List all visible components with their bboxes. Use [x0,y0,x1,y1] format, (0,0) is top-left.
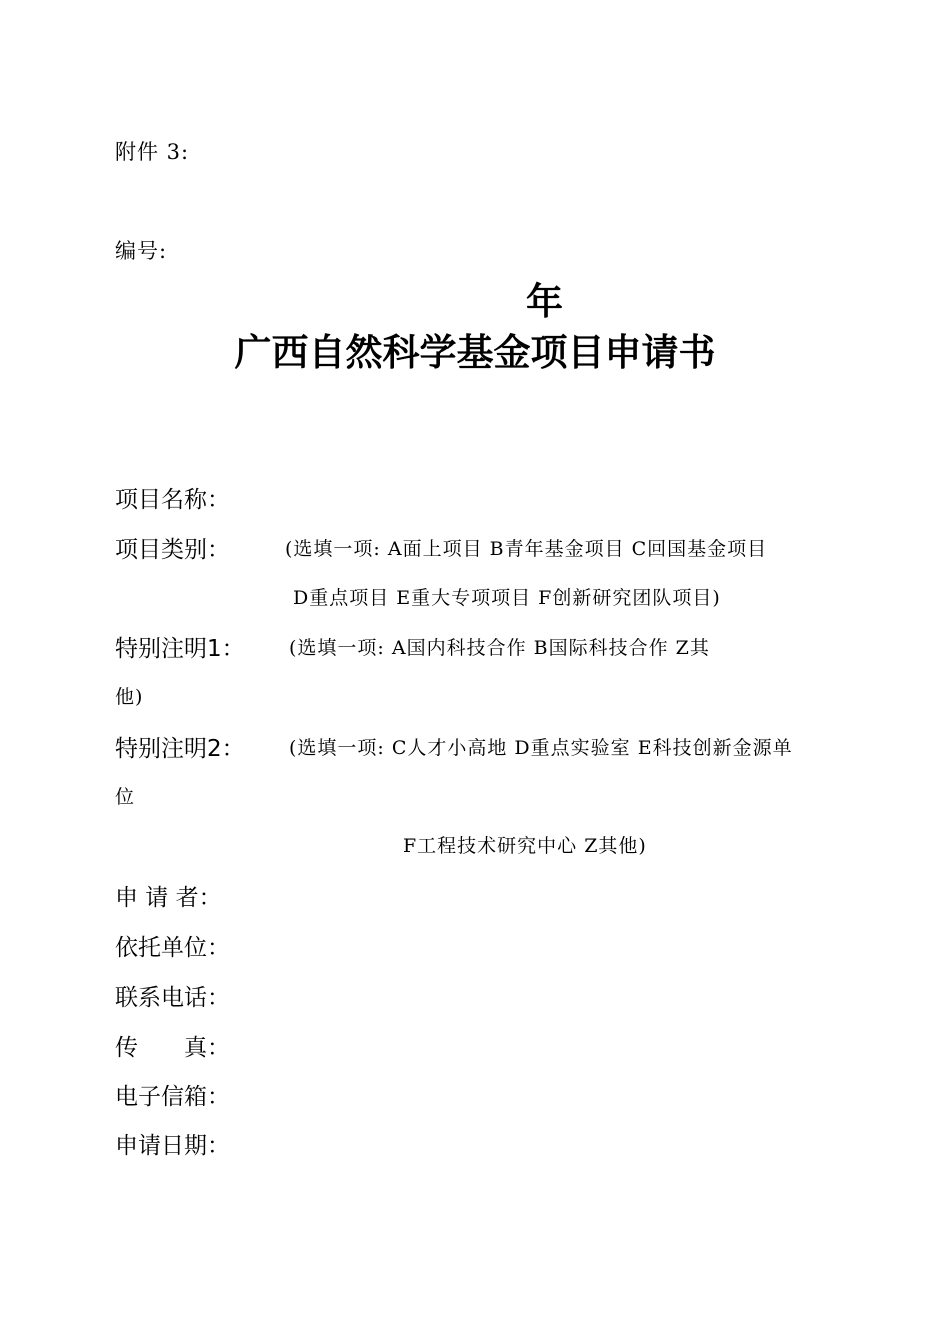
category-options-line1: (选填一项: A面上项目 B青年基金项目 C回国基金项目 [285,538,768,560]
special-note-2-label: 特别注明2： [115,736,245,762]
special-note-1-label: 特别注明1： [115,636,245,662]
application-date-label: 申请日期： [115,1133,230,1159]
project-category-label: 项目类别： [115,537,230,563]
document-title: 广西自然科学基金项目申请书 [234,331,716,374]
attachment-label: 附件 3: [115,140,190,164]
email-label: 电子信箱： [115,1084,230,1110]
serial-number-label: 编号: [115,239,168,263]
special-note-1-options-line2: 他) [115,686,144,708]
applicant-label: 申 请 者： [115,885,222,911]
special-note-2-options-line1: (选填一项: C人才小高地 D重点实验室 E科技创新金源单 [289,737,793,759]
category-options-line2: D重点项目 E重大专项项目 F创新研究团队项目) [293,587,721,609]
fax-label: 传 真： [115,1035,230,1061]
project-name-label: 项目名称： [115,487,230,513]
special-note-2-options-line2: 位 [115,786,136,808]
institution-label: 依托单位： [115,935,230,961]
special-note-2-options-line3: F工程技术研究中心 Z其他) [403,835,647,857]
phone-label: 联系电话： [115,985,230,1011]
year-title: 年 [526,280,563,323]
special-note-1-options-line1: (选填一项: A国内科技合作 B国际科技合作 Z其 [289,637,710,659]
